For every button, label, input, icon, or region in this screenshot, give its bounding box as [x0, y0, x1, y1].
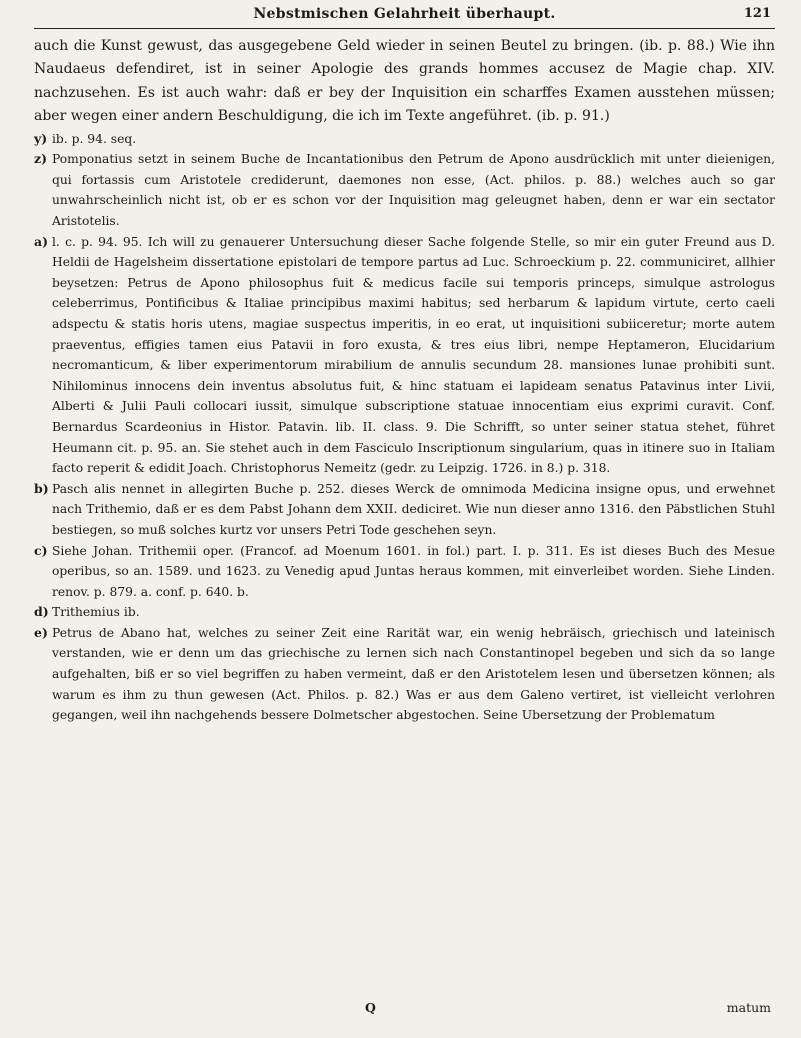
page-number: 121 [743, 6, 771, 21]
footnote-y [34, 129, 775, 150]
main-paragraph: auch die Kunst gewust, das ausgegebene Geld wieder in seinen Beutel zu bringen. (ib. p. 88.) Wie ihn Naudaeus defendiret, ist in seiner Apologie des grands hommes accusez de Magie chap. XIV. nachzusehen. Es ist auch wahr: daß er bey der Inquisition ein scharffes Examen ausstehen müssen; aber wegen einer andern Beschuldigung, die ich im Texte angeführet. (ib. p. 91.) [34, 38, 775, 125]
footnote-text: Trithemius ib. [52, 605, 140, 620]
footnote-text: Siehe Johan. Trithemii oper. (Francof. ad Moenum 1601. in fol.) part. I. p. 311. Es ist dieses Buch des Mesue operibus, so an. 1589. und 1623. zu Venedig apud Juntas heraus kommen, mit einverleibet worden. Siehe Linden. renov. p. 879. a. conf. p. 640. b. [52, 543, 775, 599]
footnote-text: Pomponatius setzt in seinem Buche de Incantationibus den Petrum de Apono ausdrücklich mit unter dieienigen, qui fortassis cum Aristotele crediderunt, daemones non esse, (Act. philos. p. 88.) welches auch so gar unwahrscheinlich nicht ist, ob er es schon vor der Inquisition mag geleugnet haben, denn er war ein sectator Aristotelis. [52, 152, 775, 228]
catchword: matum [726, 1000, 771, 1015]
page-footer [0, 1000, 801, 1020]
footnote-a [34, 232, 775, 479]
footnote-mark: z) [34, 151, 48, 167]
page-header [34, 6, 775, 29]
footnote-b [34, 479, 775, 541]
footnotes [34, 129, 775, 726]
footnote-mark: e) [34, 624, 48, 640]
footnote-d [34, 602, 775, 623]
footnote-e [34, 623, 775, 726]
footnote-text: ib. p. 94. seq. [52, 131, 137, 146]
footnote-mark: a) [34, 233, 49, 249]
footnote-mark: d) [34, 604, 49, 620]
footnote-text: Petrus de Abano hat, welches zu seiner Zeit eine Rarität war, ein wenig hebräisch, griechisch und lateinisch verstanden, wie er denn um das griechische zu lernen sich nach Constantinopel begeben und sich da so lange aufgehalten, biß er so viel begriffen zu haben vermeint, daß er den Aristotelem lesen und übersetzen können; als warum es ihm zu thun gewesen (Act. Philos. p. 82.) Was er aus dem Galeno vertiret, ist vielleicht verlohren gegangen, weil ihn nachgehends bessere Dolmetscher abgestochen. Seine Ubersetzung der Problematum [52, 625, 775, 723]
footnote-mark: y) [34, 130, 48, 146]
footnote-text: l. c. p. 94. 95. Ich will zu genauerer Untersuchung dieser Sache folgende Stelle, so mir ein guter Freund aus D. Heldii de Hagelsheim dissertatione epistolari de tempore partus ad Luc. Schroeckium p. 22. communiciret, allhier beysetzen: Petrus de Apono philosophus fuit & medicus facile sui temporis princeps, simulque astrologus celeberrimus, Pontificibus & Italiae principibus maximi habitus; sed herbarum & lapidum virtute, certo caeli adspectu & statis horis utens, magiae suspectus imperitis, in eo erat, ut inquisitioni subiiceretur; morte autem praeventus, effigies tamen eius Patavii in foro exusta, & tres eius libri, nempe Heptameron, Elucidarium necromanticum, & liber experimentorum mirabilium de annulis secundum 28. mansiones lunae prohibiti sunt. Nihilominus innocens dein inventus absolutus fuit, & hinc statuam ei lapideam senatus Patavinus inter Livii, Alberti & Julii Pauli collocari iussit, simulque subscriptione statuae innocentiam eius exprimi curavit. Conf. Bernardus Scardeonius in Histor. Patavin. lib. II. class. 9. Die Schrifft, so unter seiner statua stehet, führet Heumann cit. p. 95. an. Sie stehet auch in dem Fasciculo Inscriptionum singularium, quas in itinere suo in Italiam facto reperit & edidit Joach. Christophorus Nemeitz (gedr. zu Leipzig. 1726. in 8.) p. 318. [52, 234, 775, 476]
footnote-mark: b) [34, 480, 49, 496]
footnote-z [34, 149, 775, 231]
main-text [34, 35, 775, 129]
footnote-c [34, 541, 775, 603]
footnote-mark: c) [34, 542, 48, 558]
running-head: Nebstmischen Gelahrheit überhaupt. [253, 6, 556, 22]
footnote-text: Pasch alis nennet in allegirten Buche p. 252. dieses Werck de omnimoda Medicina insigne opus, und erwehnet nach Trithemio, daß er es dem Pabst Johann dem XXII. dediciret. Wie nun dieser anno 1316. den Päbstlichen Stuhl bestiegen, so muß solches kurtz vor unsers Petri Tode geschehen seyn. [52, 481, 775, 537]
signature-mark: Q [365, 1000, 376, 1015]
